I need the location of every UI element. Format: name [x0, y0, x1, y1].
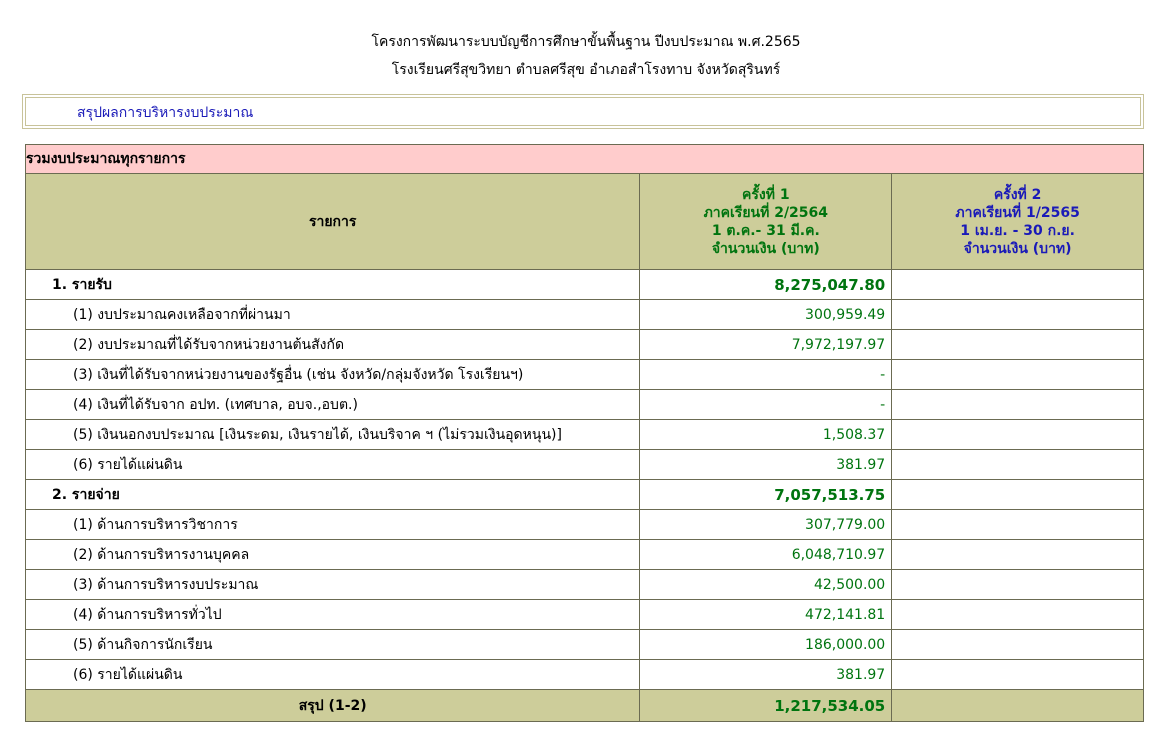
col-header-round2	[892, 174, 1144, 270]
table-row	[26, 660, 1144, 690]
row-label: (5) เงินนอกงบประมาณ [เงินระดม, เงินรายได้, เงินบริจาค ฯ (ไม่รวมเงินอุดหนุน)]	[26, 420, 640, 450]
row-value-round2	[892, 420, 1144, 450]
row-value-round2	[892, 300, 1144, 330]
table-row	[26, 300, 1144, 330]
row-value-round2	[892, 450, 1144, 480]
col-header-item: รายการ	[26, 174, 640, 270]
round2-period: 1 เม.ย. - 30 ก.ย.	[960, 222, 1075, 239]
table-row	[26, 630, 1144, 660]
row-label: (1) งบประมาณคงเหลือจากที่ผ่านมา	[26, 300, 640, 330]
row-value-round1: 8,275,047.80	[640, 270, 892, 300]
table-title: รวมงบประมาณทุกรายการ	[26, 145, 1144, 174]
round2-semester: ภาคเรียนที่ 1/2565	[955, 204, 1080, 221]
row-value-round2	[892, 360, 1144, 390]
table-row	[26, 330, 1144, 360]
round1-title: ครั้งที่ 1	[742, 186, 790, 203]
row-value-round1: 7,057,513.75	[640, 480, 892, 510]
table-row	[26, 360, 1144, 390]
table-title-row	[26, 145, 1144, 174]
row-value-round2	[892, 660, 1144, 690]
summary-label: สรุป (1-2)	[26, 690, 640, 722]
row-value-round2	[892, 330, 1144, 360]
row-value-round1: 42,500.00	[640, 570, 892, 600]
table-row-income	[26, 270, 1144, 300]
row-label: (4) ด้านการบริหารทั่วไป	[26, 600, 640, 630]
row-value-round1: 381.97	[640, 450, 892, 480]
row-value-round2	[892, 570, 1144, 600]
row-label: 1. รายรับ	[26, 270, 640, 300]
summary-value-round1: 1,217,534.05	[640, 690, 892, 722]
row-label: (3) ด้านการบริหารงบประมาณ	[26, 570, 640, 600]
round2-title: ครั้งที่ 2	[993, 186, 1042, 203]
row-value-round2	[892, 600, 1144, 630]
table-row	[26, 570, 1144, 600]
row-label: (6) รายได้แผ่นดิน	[26, 450, 640, 480]
row-label: (6) รายได้แผ่นดิน	[26, 660, 640, 690]
report-header-line1: โครงการพัฒนาระบบบัญชีการศึกษาขั้นพื้นฐาน ปีงบประมาณ พ.ศ.2565	[371, 34, 801, 50]
row-value-round1: -	[640, 390, 892, 420]
table-row	[26, 390, 1144, 420]
round1-period: 1 ต.ค.- 31 มี.ค.	[711, 222, 820, 239]
summary-value-round2	[892, 690, 1144, 722]
row-value-round1: 186,000.00	[640, 630, 892, 660]
round2-unit: จำนวนเงิน (บาท)	[963, 240, 1072, 257]
table-row	[26, 450, 1144, 480]
table-row	[26, 420, 1144, 450]
round1-unit: จำนวนเงิน (บาท)	[711, 240, 820, 257]
row-label: (2) ด้านการบริหารงานบุคคล	[26, 540, 640, 570]
row-label: (5) ด้านกิจการนักเรียน	[26, 630, 640, 660]
row-value-round2	[892, 480, 1144, 510]
row-value-round1: 381.97	[640, 660, 892, 690]
row-label: (1) ด้านการบริหารวิชาการ	[26, 510, 640, 540]
row-value-round2	[892, 510, 1144, 540]
row-value-round1: 300,959.49	[640, 300, 892, 330]
table-summary-row	[26, 690, 1144, 722]
row-value-round1: 7,972,197.97	[640, 330, 892, 360]
row-label: 2. รายจ่าย	[26, 480, 640, 510]
table-row-expense	[26, 480, 1144, 510]
row-value-round2	[892, 630, 1144, 660]
round1-semester: ภาคเรียนที่ 2/2564	[703, 204, 829, 221]
section-title: สรุปผลการบริหารงบประมาณ	[77, 105, 254, 121]
row-value-round2	[892, 390, 1144, 420]
row-value-round1: 1,508.37	[640, 420, 892, 450]
row-value-round2	[892, 540, 1144, 570]
row-label: (2) งบประมาณที่ได้รับจากหน่วยงานต้นสังกัด	[26, 330, 640, 360]
table-row	[26, 540, 1144, 570]
report-header-line2: โรงเรียนศรีสุขวิทยา ตำบลศรีสุข อำเภอสำโรงทาบ จังหวัดสุรินทร์	[391, 62, 781, 78]
budget-table	[25, 144, 1144, 722]
row-value-round1: 6,048,710.97	[640, 540, 892, 570]
row-label: (4) เงินที่ได้รับจาก อปท. (เทศบาล, อบจ.,อบต.)	[26, 390, 640, 420]
row-value-round1: 307,779.00	[640, 510, 892, 540]
table-header-row	[26, 174, 1144, 270]
row-label: (3) เงินที่ได้รับจากหน่วยงานของรัฐอื่น (เช่น จังหวัด/กลุ่มจังหวัด โรงเรียนฯ)	[26, 360, 640, 390]
row-value-round1: -	[640, 360, 892, 390]
table-row	[26, 600, 1144, 630]
section-box	[22, 94, 1144, 129]
row-value-round2	[892, 270, 1144, 300]
col-header-round1	[640, 174, 892, 270]
table-row	[26, 510, 1144, 540]
row-value-round1: 472,141.81	[640, 600, 892, 630]
